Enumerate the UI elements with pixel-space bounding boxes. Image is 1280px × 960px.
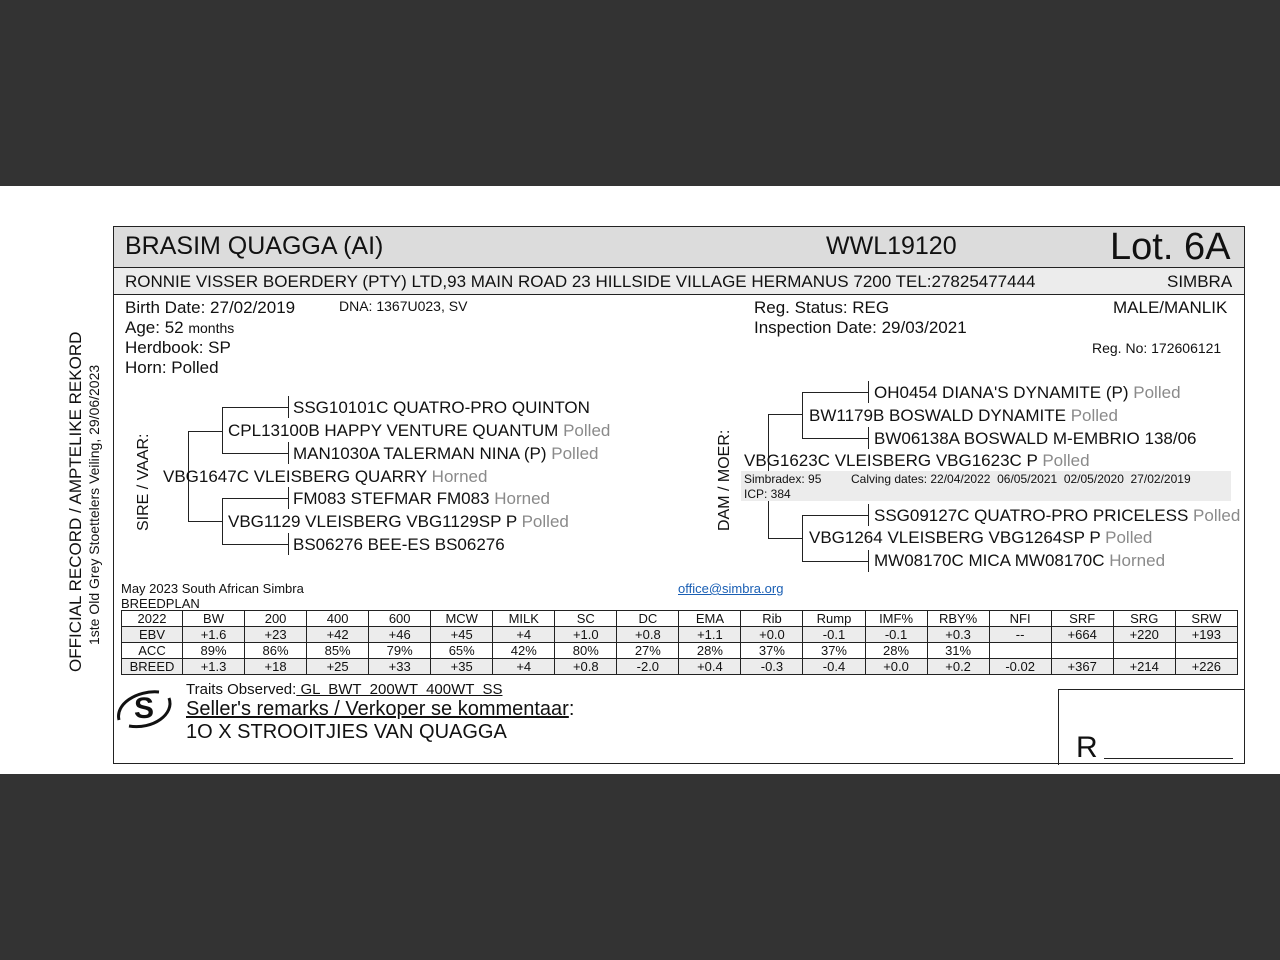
table-cell: +46: [369, 627, 431, 643]
bottom-dark-band: [0, 774, 1280, 960]
table-cell: +1.0: [555, 627, 617, 643]
dam-sire: BW1179B BOSWALD DYNAMITE Polled: [809, 406, 1118, 425]
lot-number: Lot. 6A: [1110, 226, 1231, 268]
table-cell: EMA: [679, 611, 741, 627]
reg-no: Reg. No: 172606121: [1092, 340, 1222, 356]
age-unit: months: [188, 320, 235, 336]
sire-dam-sire: FM083 STEFMAR FM083 Horned: [293, 489, 550, 508]
table-cell: +367: [1051, 659, 1113, 675]
table-header-row: [122, 611, 1238, 627]
breedplan-label: BREEDPLAN: [121, 596, 200, 611]
table-cell: -0.3: [741, 659, 803, 675]
table-cell: 37%: [803, 643, 865, 659]
seller-comment: 1O X STROOITJIES VAN QUAGGA: [186, 721, 507, 743]
table-cell: EBV: [122, 627, 183, 643]
table-cell: [1051, 643, 1113, 659]
sire-label: SIRE / VAAR:: [135, 433, 152, 531]
simbradex: Simbradex: 95: [744, 472, 822, 486]
price-box-top: [1058, 689, 1245, 690]
table-cell: +214: [1113, 659, 1175, 675]
sale-label: 1ste Old Grey Stoettelers Veiling, 29/06/2023: [86, 364, 102, 645]
table-cell: 200: [245, 611, 307, 627]
breedplan-source: May 2023 South African Simbra: [121, 581, 304, 596]
dam-dam: VBG1264 VLEISBERG VBG1264SP P Polled: [809, 528, 1153, 547]
traits-value: GL BWT 200WT 400WT SS: [296, 681, 503, 698]
table-cell: -0.1: [865, 627, 927, 643]
traits-label: Traits Observed:: [186, 681, 297, 698]
calving-dates: Calving dates: 22/04/2022 06/05/2021 02/05/2020 27/02/2019: [851, 472, 1191, 486]
table-cell: +0.8: [555, 659, 617, 675]
sellers-remarks-label: Seller's remarks / Verkoper se kommentaar: [186, 698, 569, 720]
table-cell: Rump: [803, 611, 865, 627]
table-cell: +0.0: [865, 659, 927, 675]
table-cell: RBY%: [927, 611, 989, 627]
table-cell: [1113, 643, 1175, 659]
table-cell: NFI: [989, 611, 1051, 627]
official-record-label: OFFICIAL RECORD / AMPTELIKE REKORD: [66, 331, 85, 672]
table-cell: IMF%: [865, 611, 927, 627]
table-cell: 400: [307, 611, 369, 627]
table-cell: +0.4: [679, 659, 741, 675]
table-cell: +35: [431, 659, 493, 675]
table-cell: MCW: [431, 611, 493, 627]
table-cell: 65%: [431, 643, 493, 659]
email-link[interactable]: office@simbra.org: [678, 581, 784, 596]
herdbook: Herdbook: SP: [125, 338, 231, 357]
table-cell: SRF: [1051, 611, 1113, 627]
table-cell: +1.3: [183, 659, 245, 675]
table-cell: [989, 643, 1051, 659]
table-cell: +33: [369, 659, 431, 675]
table-cell: --: [989, 627, 1051, 643]
horn: Horn: Polled: [125, 358, 219, 377]
dam-sire-sire: OH0454 DIANA'S DYNAMITE (P) Polled: [874, 383, 1181, 402]
table-cell: -0.4: [803, 659, 865, 675]
table-cell: -0.1: [803, 627, 865, 643]
table-cell: BREED: [122, 659, 183, 675]
table-cell: +220: [1113, 627, 1175, 643]
table-cell: +42: [307, 627, 369, 643]
animal-id: WWL19120: [826, 232, 957, 260]
table-cell: +4: [493, 659, 555, 675]
top-dark-band: [0, 0, 1280, 186]
dna: DNA: 1367U023, SV: [339, 298, 468, 314]
table-cell: +45: [431, 627, 493, 643]
table-cell: 31%: [927, 643, 989, 659]
dam: VBG1623C VLEISBERG VBG1623C P Polled: [744, 451, 1090, 470]
table-cell: 600: [369, 611, 431, 627]
dam-label: DAM / MOER:: [716, 429, 733, 531]
table-cell: +23: [245, 627, 307, 643]
table-cell: +193: [1175, 627, 1237, 643]
ebv-table: [121, 610, 1238, 675]
reg-status: Reg. Status: REG: [754, 298, 890, 317]
icp: ICP: 384: [744, 487, 791, 501]
simbra-logo: [113, 684, 175, 734]
table-cell: -2.0: [617, 659, 679, 675]
table-cell: [1175, 643, 1237, 659]
logo-letter: S: [133, 692, 155, 725]
table-cell: 85%: [307, 643, 369, 659]
table-cell: 37%: [741, 643, 803, 659]
traits-observed: [186, 681, 503, 698]
sire-sire-dam: MAN1030A TALERMAN NINA (P) Polled: [293, 444, 599, 463]
breeder-address: RONNIE VISSER BOERDERY (PTY) LTD,93 MAIN ROAD 23 HILLSIDE VILLAGE HERMANUS 7200 TEL:27825477444: [125, 272, 1036, 291]
table-cell: -0.02: [989, 659, 1051, 675]
table-cell: +0.8: [617, 627, 679, 643]
breed-label: SIMBRA: [1167, 272, 1233, 291]
price-input-line[interactable]: [1104, 758, 1233, 759]
table-cell: SRW: [1175, 611, 1237, 627]
sex: MALE/MANLIK: [1113, 298, 1228, 317]
table-cell: +664: [1051, 627, 1113, 643]
age: [125, 318, 234, 338]
table-cell: SC: [555, 611, 617, 627]
table-row-acc: [122, 643, 1238, 659]
table-cell: MILK: [493, 611, 555, 627]
age-value: Age: 52: [125, 318, 184, 337]
table-cell: 89%: [183, 643, 245, 659]
table-cell: DC: [617, 611, 679, 627]
table-cell: SRG: [1113, 611, 1175, 627]
table-cell: Rib: [741, 611, 803, 627]
dam-dam-dam: MW08170C MICA MW08170C Horned: [874, 551, 1166, 570]
table-cell: BW: [183, 611, 245, 627]
dam-sire-dam: BW06138A BOSWALD M-EMBRIO 138/06: [874, 429, 1197, 448]
sire-sire-sire: SSG10101C QUATRO-PRO QUINTON: [293, 398, 590, 417]
sire-dam-dam: BS06276 BEE-ES BS06276: [293, 535, 505, 554]
table-row-breed: [122, 659, 1238, 675]
price-box-left: [1058, 689, 1059, 765]
table-cell: 86%: [245, 643, 307, 659]
price-label: R: [1076, 731, 1098, 764]
table-cell: +226: [1175, 659, 1237, 675]
table-cell: +18: [245, 659, 307, 675]
table-cell: +0.0: [741, 627, 803, 643]
table-row-ebv: [122, 627, 1238, 643]
table-cell: +0.3: [927, 627, 989, 643]
table-cell: +25: [307, 659, 369, 675]
table-cell: 28%: [865, 643, 927, 659]
sire: VBG1647C VLEISBERG QUARRY Horned: [163, 467, 488, 486]
table-cell: 79%: [369, 643, 431, 659]
sire-sire: CPL13100B HAPPY VENTURE QUANTUM Polled: [228, 421, 611, 440]
table-cell: 27%: [617, 643, 679, 659]
animal-name: BRASIM QUAGGA (AI): [125, 232, 384, 260]
inspection-date: Inspection Date: 29/03/2021: [754, 318, 967, 337]
table-cell: +4: [493, 627, 555, 643]
sellers-remarks: Seller's remarks / Verkoper se kommentaar:: [186, 698, 575, 720]
table-cell: 42%: [493, 643, 555, 659]
table-cell: 80%: [555, 643, 617, 659]
sire-dam: VBG1129 VLEISBERG VBG1129SP P Polled: [228, 512, 569, 531]
table-cell: 2022: [122, 611, 183, 627]
table-cell: 28%: [679, 643, 741, 659]
birth-date: Birth Date: 27/02/2019: [125, 298, 296, 317]
table-cell: ACC: [122, 643, 183, 659]
table-cell: +1.6: [183, 627, 245, 643]
table-cell: +0.2: [927, 659, 989, 675]
dam-dam-sire: SSG09127C QUATRO-PRO PRICELESS Polled: [874, 506, 1241, 525]
table-cell: +1.1: [679, 627, 741, 643]
